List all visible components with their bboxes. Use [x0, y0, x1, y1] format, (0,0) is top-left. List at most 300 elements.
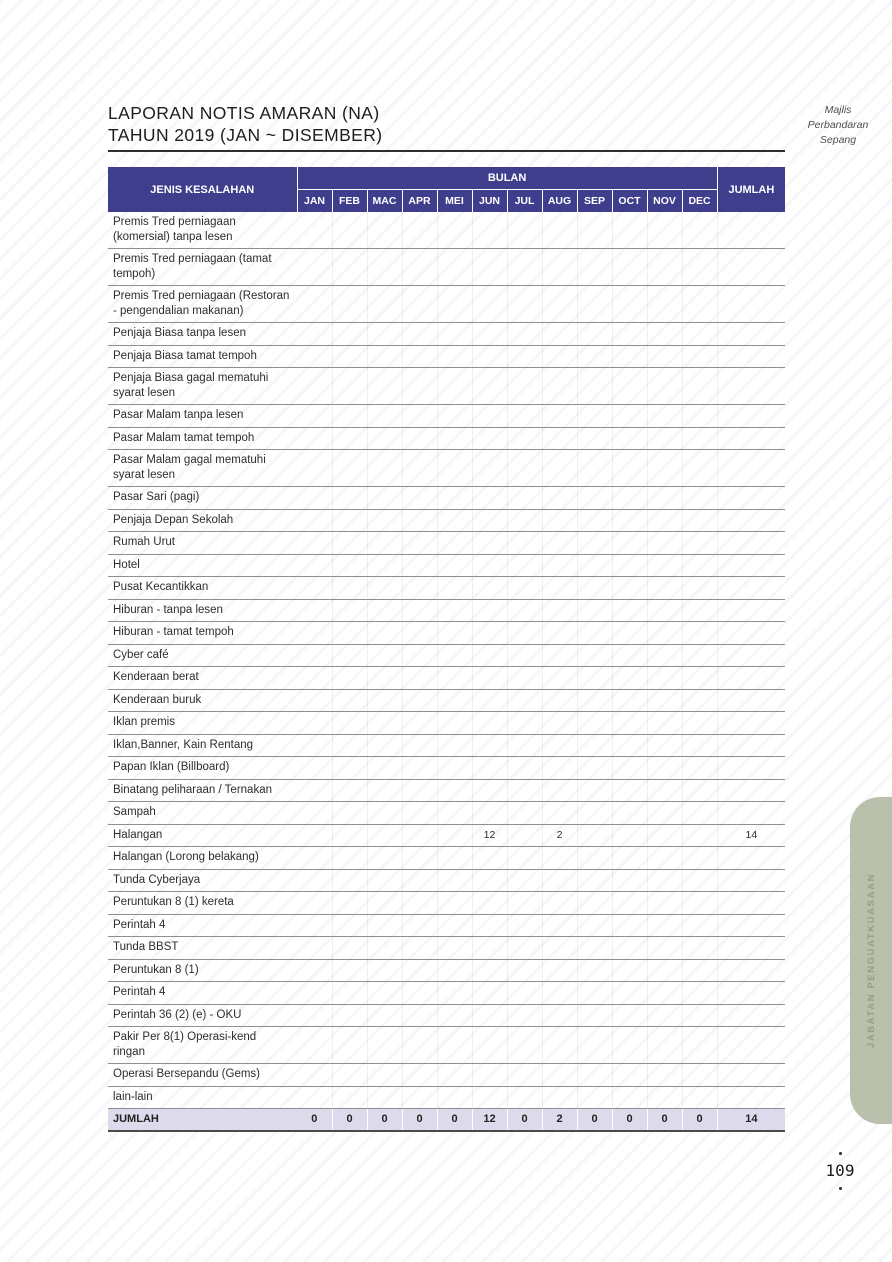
month-value [367, 734, 402, 757]
month-value [612, 450, 647, 487]
month-value [297, 1064, 332, 1087]
footer-grand-total: 14 [717, 1109, 785, 1131]
month-value [332, 450, 367, 487]
row-total [717, 622, 785, 645]
month-value [682, 959, 717, 982]
month-value [507, 1064, 542, 1087]
month-value [332, 599, 367, 622]
month-value [507, 802, 542, 825]
month-value [472, 1004, 507, 1027]
month-value [367, 824, 402, 847]
month-value [682, 622, 717, 645]
month-value [577, 779, 612, 802]
month-value [507, 487, 542, 510]
offense-label: Tunda Cyberjaya [108, 869, 297, 892]
month-value [507, 427, 542, 450]
offense-column-header: JENIS KESALAHAN [108, 167, 297, 212]
month-value [332, 509, 367, 532]
month-value [332, 323, 367, 346]
row-total [717, 847, 785, 870]
table-row [108, 345, 785, 368]
offense-label: Penjaja Biasa gagal mematuhi syarat lesen [108, 368, 297, 405]
month-value [297, 757, 332, 780]
month-value [332, 622, 367, 645]
month-value [402, 532, 437, 555]
month-value [332, 757, 367, 780]
offense-label: Pasar Malam tamat tempoh [108, 427, 297, 450]
table-row [108, 286, 785, 323]
month-value [577, 509, 612, 532]
month-value [437, 1027, 472, 1064]
month-value [507, 577, 542, 600]
month-value [647, 779, 682, 802]
month-value [647, 892, 682, 915]
offense-label: lain-lain [108, 1086, 297, 1109]
month-value [402, 427, 437, 450]
footer-month-total: 0 [437, 1109, 472, 1131]
offense-label: Premis Tred perniagaan (komersial) tanpa lesen [108, 212, 297, 249]
month-value [542, 212, 577, 249]
row-total [717, 1004, 785, 1027]
offense-label: Premis Tred perniagaan (Restoran - pengendalian makanan) [108, 286, 297, 323]
month-value [332, 405, 367, 428]
month-value [367, 982, 402, 1005]
month-value [507, 450, 542, 487]
table-row [108, 1064, 785, 1087]
report-title-line1: LAPORAN NOTIS AMARAN (NA) [108, 103, 380, 123]
month-value [297, 644, 332, 667]
offense-label: Halangan [108, 824, 297, 847]
month-value [297, 249, 332, 286]
offense-label: Kenderaan buruk [108, 689, 297, 712]
month-value [472, 286, 507, 323]
month-value [437, 712, 472, 735]
month-value [647, 405, 682, 428]
month-value [297, 734, 332, 757]
month-value [472, 712, 507, 735]
table-row [108, 1027, 785, 1064]
row-total [717, 345, 785, 368]
footer-month-total: 0 [367, 1109, 402, 1131]
month-value [437, 1004, 472, 1027]
month-value [297, 509, 332, 532]
month-value [542, 554, 577, 577]
month-value [542, 734, 577, 757]
month-value [612, 345, 647, 368]
month-value [542, 757, 577, 780]
month-value [577, 644, 612, 667]
month-value [577, 689, 612, 712]
month-value [402, 212, 437, 249]
month-value [682, 405, 717, 428]
month-value [332, 212, 367, 249]
month-value [542, 689, 577, 712]
month-value [612, 802, 647, 825]
month-value [402, 644, 437, 667]
month-header: JUN [472, 189, 507, 212]
table-row [108, 554, 785, 577]
table-row [108, 892, 785, 915]
month-value [472, 892, 507, 915]
month-value [612, 779, 647, 802]
offense-label: Hiburan - tamat tempoh [108, 622, 297, 645]
row-total [717, 487, 785, 510]
month-value [402, 1027, 437, 1064]
month-value [367, 286, 402, 323]
month-value [577, 667, 612, 690]
month-value [437, 937, 472, 960]
month-header: MEI [437, 189, 472, 212]
month-value [542, 509, 577, 532]
month-value [367, 914, 402, 937]
table-row [108, 689, 785, 712]
month-value [542, 487, 577, 510]
month-value [437, 779, 472, 802]
month-value [577, 487, 612, 510]
month-value [682, 345, 717, 368]
month-value [647, 712, 682, 735]
month-value [332, 937, 367, 960]
offense-label: Halangan (Lorong belakang) [108, 847, 297, 870]
month-value [682, 212, 717, 249]
month-value [402, 1086, 437, 1109]
month-value [682, 427, 717, 450]
month-value [367, 622, 402, 645]
month-value [647, 689, 682, 712]
month-value [332, 427, 367, 450]
month-value [402, 982, 437, 1005]
row-total [717, 554, 785, 577]
month-value [682, 1004, 717, 1027]
month-value [437, 450, 472, 487]
month-value [297, 689, 332, 712]
row-total [717, 249, 785, 286]
row-total [717, 644, 785, 667]
month-value [472, 937, 507, 960]
table-row [108, 644, 785, 667]
month-value [682, 554, 717, 577]
row-total [717, 509, 785, 532]
row-total [717, 667, 785, 690]
month-value [332, 914, 367, 937]
month-value [577, 802, 612, 825]
table-row [108, 824, 785, 847]
month-value [507, 212, 542, 249]
totals-row-label: JUMLAH [108, 1109, 297, 1131]
month-value [507, 892, 542, 915]
month-value [437, 689, 472, 712]
month-value [647, 734, 682, 757]
month-value [507, 982, 542, 1005]
month-value [542, 644, 577, 667]
month-value [332, 286, 367, 323]
offense-label: Peruntukan 8 (1) kereta [108, 892, 297, 915]
month-value [612, 622, 647, 645]
month-value [332, 982, 367, 1005]
month-value [297, 622, 332, 645]
report-title [108, 102, 383, 146]
month-value [507, 914, 542, 937]
report-title-line2: TAHUN 2019 (JAN ~ DISEMBER) [108, 125, 383, 145]
month-value [542, 1027, 577, 1064]
month-value [402, 577, 437, 600]
month-value [472, 532, 507, 555]
offense-label: Operasi Bersepandu (Gems) [108, 1064, 297, 1087]
offense-label: Penjaja Biasa tanpa lesen [108, 323, 297, 346]
month-value [507, 689, 542, 712]
month-value: 2 [542, 824, 577, 847]
table-header [108, 167, 785, 212]
month-value [367, 689, 402, 712]
month-value [577, 405, 612, 428]
row-total [717, 734, 785, 757]
month-value [332, 734, 367, 757]
month-value [647, 982, 682, 1005]
month-value [507, 622, 542, 645]
month-value [367, 405, 402, 428]
month-value [577, 847, 612, 870]
month-value [682, 779, 717, 802]
month-value [612, 982, 647, 1005]
month-value [402, 554, 437, 577]
month-value [402, 509, 437, 532]
row-total [717, 1027, 785, 1064]
month-value [437, 532, 472, 555]
month-value [367, 1086, 402, 1109]
month-value [332, 869, 367, 892]
month-value [577, 554, 612, 577]
month-value [297, 712, 332, 735]
month-value [647, 554, 682, 577]
month-value [647, 667, 682, 690]
month-value [472, 667, 507, 690]
month-value [402, 914, 437, 937]
month-value [577, 368, 612, 405]
month-value [612, 847, 647, 870]
row-total [717, 405, 785, 428]
table-row [108, 869, 785, 892]
month-value [437, 368, 472, 405]
month-value [507, 779, 542, 802]
month-value [402, 1004, 437, 1027]
month-value [332, 577, 367, 600]
month-value [577, 914, 612, 937]
month-value [472, 368, 507, 405]
row-total [717, 959, 785, 982]
table-row [108, 779, 785, 802]
month-value [297, 779, 332, 802]
month-value [332, 689, 367, 712]
month-value [472, 779, 507, 802]
month-value [542, 323, 577, 346]
month-value [612, 323, 647, 346]
month-value [612, 599, 647, 622]
month-value [472, 1064, 507, 1087]
month-value [402, 847, 437, 870]
table-row [108, 427, 785, 450]
month-value [437, 249, 472, 286]
month-value [577, 869, 612, 892]
month-value [332, 667, 367, 690]
month-value [332, 487, 367, 510]
month-value [612, 1027, 647, 1064]
month-value [542, 286, 577, 323]
month-value [542, 1064, 577, 1087]
month-value [367, 532, 402, 555]
month-value [577, 323, 612, 346]
month-value [577, 427, 612, 450]
table-row [108, 249, 785, 286]
month-value [402, 487, 437, 510]
row-total [717, 869, 785, 892]
month-value [437, 286, 472, 323]
month-value [297, 1004, 332, 1027]
month-value [472, 869, 507, 892]
month-value [647, 937, 682, 960]
month-value [682, 1064, 717, 1087]
month-value [367, 757, 402, 780]
table-row [108, 487, 785, 510]
month-value [402, 667, 437, 690]
month-value [507, 937, 542, 960]
offense-label: Rumah Urut [108, 532, 297, 555]
month-header: NOV [647, 189, 682, 212]
page-number: 109 [825, 1161, 855, 1180]
month-value [437, 644, 472, 667]
month-value [332, 712, 367, 735]
month-value [682, 286, 717, 323]
month-value [612, 1004, 647, 1027]
month-value [577, 892, 612, 915]
month-value [577, 1086, 612, 1109]
month-value [507, 554, 542, 577]
month-value [332, 892, 367, 915]
month-value [577, 599, 612, 622]
footer-month-total: 12 [472, 1109, 507, 1131]
offense-label: Cyber café [108, 644, 297, 667]
month-value [367, 937, 402, 960]
month-value [437, 847, 472, 870]
month-value [542, 577, 577, 600]
title-divider [108, 150, 785, 152]
month-value [612, 712, 647, 735]
month-value [682, 689, 717, 712]
month-value [437, 509, 472, 532]
row-total [717, 368, 785, 405]
month-value [577, 959, 612, 982]
month-value [437, 734, 472, 757]
month-value [577, 712, 612, 735]
row-total [717, 427, 785, 450]
month-value [367, 892, 402, 915]
month-value [682, 450, 717, 487]
month-value [437, 212, 472, 249]
month-value [297, 599, 332, 622]
month-value [332, 1027, 367, 1064]
offense-label: Kenderaan berat [108, 667, 297, 690]
row-total [717, 712, 785, 735]
month-value [612, 577, 647, 600]
month-value [542, 450, 577, 487]
month-value [507, 532, 542, 555]
month-value [402, 824, 437, 847]
month-value [647, 487, 682, 510]
month-value [402, 869, 437, 892]
month-value [647, 847, 682, 870]
row-total [717, 892, 785, 915]
footer-month-total: 0 [332, 1109, 367, 1131]
table-row [108, 847, 785, 870]
month-value [682, 734, 717, 757]
month-value [437, 487, 472, 510]
month-value [472, 599, 507, 622]
month-value [402, 450, 437, 487]
month-value [507, 1086, 542, 1109]
month-value [472, 689, 507, 712]
offense-label: Penjaja Biasa tamat tempoh [108, 345, 297, 368]
month-value [647, 869, 682, 892]
month-value [472, 487, 507, 510]
month-value [402, 959, 437, 982]
month-value [437, 914, 472, 937]
month-value [402, 892, 437, 915]
month-value [682, 982, 717, 1005]
month-value [472, 427, 507, 450]
month-value [402, 937, 437, 960]
row-total [717, 1064, 785, 1087]
month-value [367, 644, 402, 667]
month-value [297, 1086, 332, 1109]
page-number-dot-bottom [839, 1187, 842, 1190]
month-value [647, 1064, 682, 1087]
month-value [297, 892, 332, 915]
month-value [577, 982, 612, 1005]
month-value [577, 249, 612, 286]
month-value [612, 757, 647, 780]
month-value [647, 212, 682, 249]
month-value [647, 622, 682, 645]
month-value [542, 959, 577, 982]
month-value [367, 779, 402, 802]
month-value [612, 644, 647, 667]
month-value [437, 323, 472, 346]
month-value [682, 869, 717, 892]
month-value [437, 1086, 472, 1109]
month-value [437, 622, 472, 645]
month-value [577, 1027, 612, 1064]
month-value [297, 405, 332, 428]
month-value [542, 532, 577, 555]
table-row [108, 599, 785, 622]
table-row [108, 532, 785, 555]
month-value [297, 427, 332, 450]
footer-month-total: 0 [402, 1109, 437, 1131]
page-number-block [820, 1152, 860, 1190]
month-value [297, 554, 332, 577]
month-value [577, 1064, 612, 1087]
month-value [297, 212, 332, 249]
table-row [108, 622, 785, 645]
month-value [647, 323, 682, 346]
month-value [507, 509, 542, 532]
month-value [507, 599, 542, 622]
offense-label: Hiburan - tanpa lesen [108, 599, 297, 622]
month-value [612, 405, 647, 428]
month-header: DEC [682, 189, 717, 212]
month-value [437, 554, 472, 577]
month-value [612, 937, 647, 960]
offense-label: Peruntukan 8 (1) [108, 959, 297, 982]
